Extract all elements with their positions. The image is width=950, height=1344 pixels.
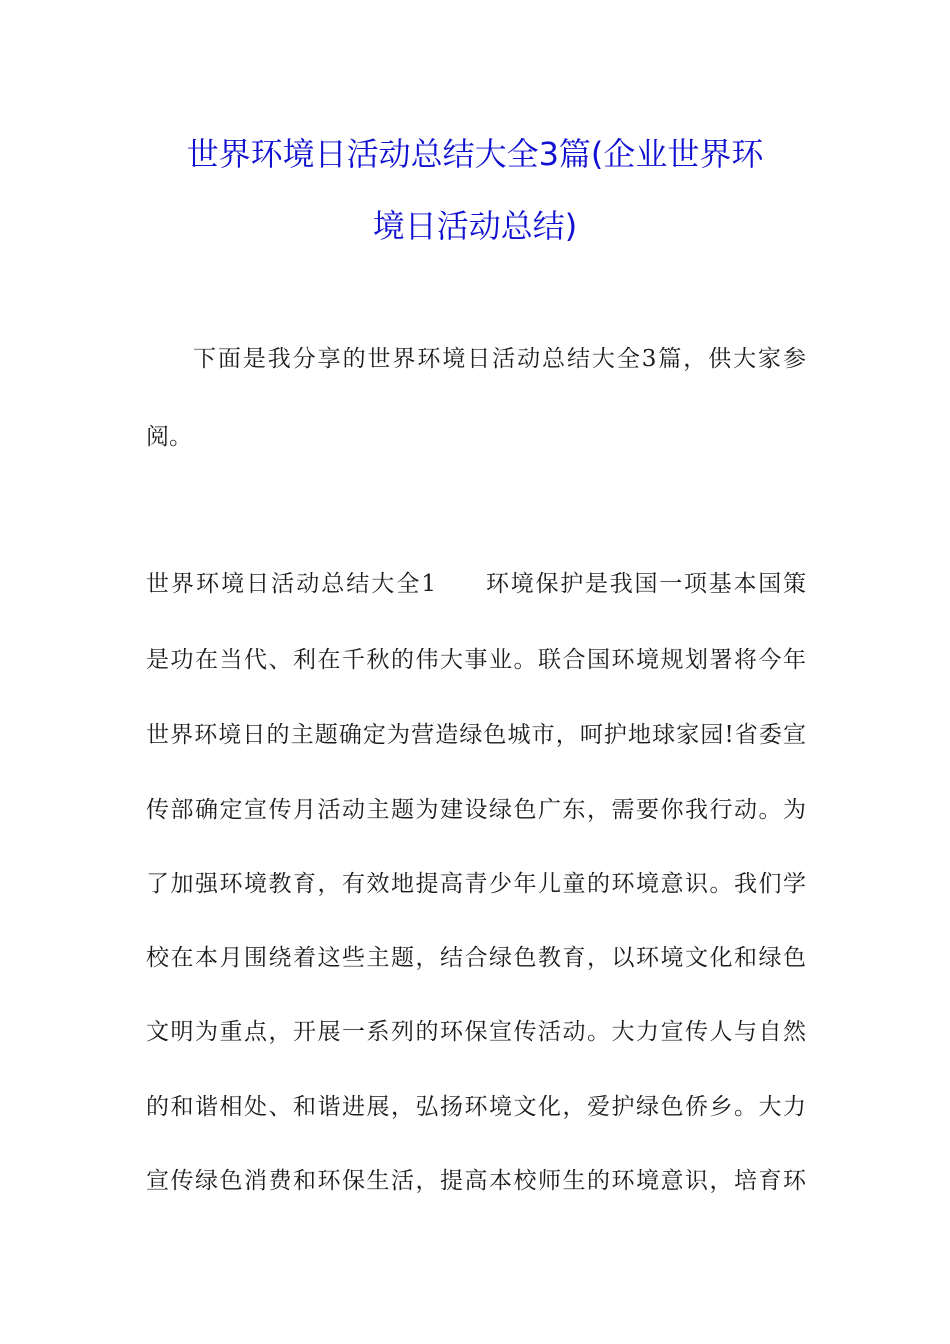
- body-line: 宣传绿色消费和环保生活，提高本校师生的环境意识，培育环: [146, 1168, 806, 1194]
- body-line: 世界环境日的主题确定为营造绿色城市，呵护地球家园!省委宣: [146, 722, 806, 748]
- body-line: 校在本月围绕着这些主题，结合绿色教育，以环境文化和绿色: [146, 945, 806, 971]
- intro-paragraph-line-2: 阅。: [146, 424, 192, 450]
- document-title-line-2: 境日活动总结): [372, 207, 578, 245]
- body-line: 传部确定宣传月活动主题为建设绿色广东，需要你我行动。为: [146, 797, 806, 823]
- section-1-heading: 世界环境日活动总结大全1: [146, 571, 436, 597]
- body-line: 的和谐相处、和谐进展，弘扬环境文化，爱护绿色侨乡。大力: [146, 1094, 806, 1120]
- body-line: 了加强环境教育，有效地提高青少年儿童的环境意识。我们学: [146, 871, 806, 897]
- body-line: 文明为重点，开展一系列的环保宣传活动。大力宣传人与自然: [146, 1019, 806, 1045]
- section-1-text-start: 环境保护是我国一项基本国策: [486, 571, 806, 597]
- section-1-first-line: [146, 569, 806, 599]
- intro-paragraph-line-1: 下面是我分享的世界环境日活动总结大全3篇，供大家参: [193, 346, 806, 372]
- body-line: 是功在当代、利在千秋的伟大事业。联合国环境规划署将今年: [146, 647, 806, 673]
- document-title-line-1: 世界环境日活动总结大全3篇(企业世界环: [186, 135, 764, 173]
